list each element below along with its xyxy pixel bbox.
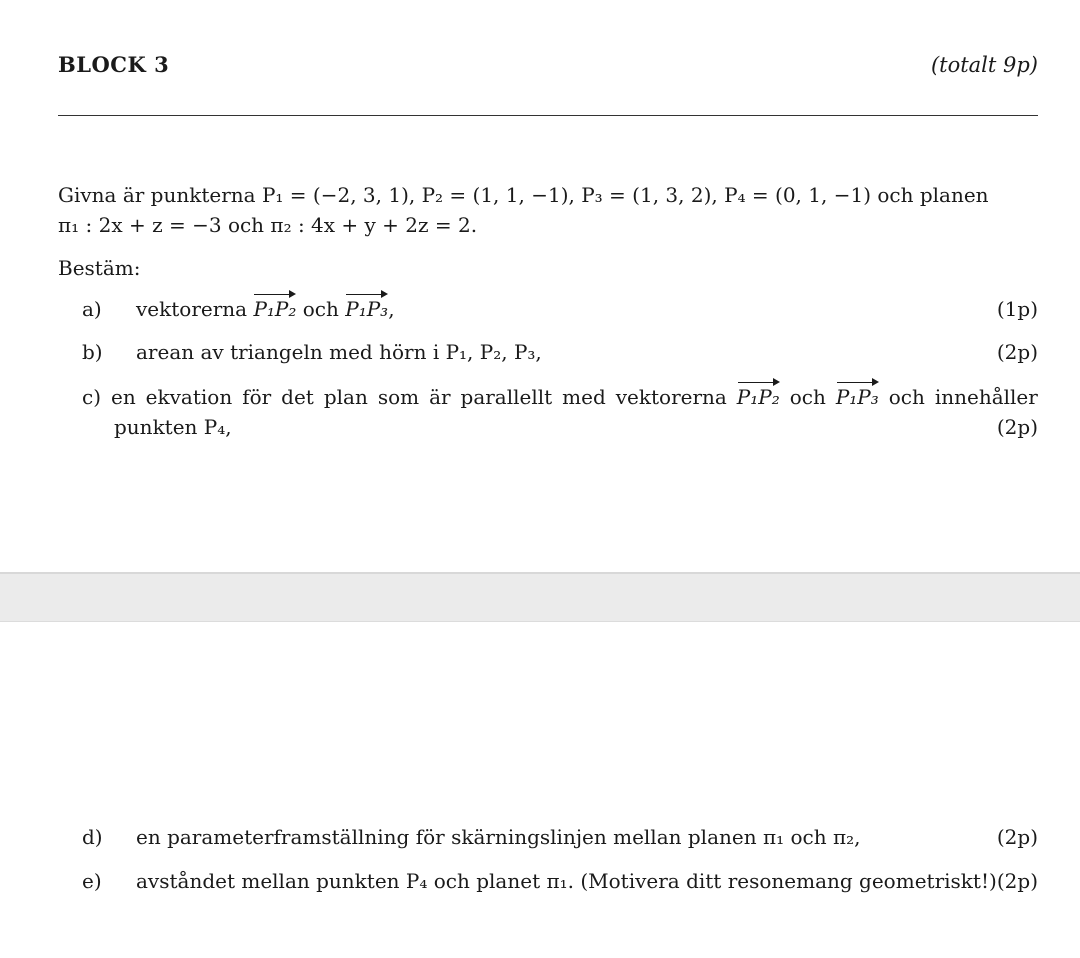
task-c-word: som	[377, 385, 420, 409]
block-title: BLOCK 3	[58, 52, 170, 77]
task-c-word: det	[281, 385, 314, 409]
task-c-word: plan	[323, 385, 368, 409]
page-separator	[0, 572, 1080, 622]
task-c-word: innehåller	[934, 385, 1038, 409]
task-a-and: och	[302, 297, 339, 321]
task-c-points: (2p)	[996, 415, 1038, 439]
task-c-word: med	[562, 385, 606, 409]
task-c-text-continued: punkten P₄,	[114, 415, 232, 439]
task-b-label: b)	[82, 340, 103, 364]
task-a-label: a)	[82, 297, 102, 321]
task-c-and: och	[789, 385, 826, 409]
task-a-text	[136, 294, 395, 324]
problem-statement-line-2: π₁ : 2x + z = −3 och π₂ : 4x + y + 2z = 2.	[58, 213, 478, 237]
header-divider	[58, 115, 1038, 116]
vector-p1p3: P₁P₃	[345, 294, 388, 324]
task-d-text: en parameterframställning för skärningslinjen mellan planen π₁ och π₂,	[136, 825, 861, 849]
vector-p1p2: P₁P₂	[737, 382, 780, 412]
block-header	[58, 52, 1038, 77]
instruction-heading: Bestäm:	[58, 256, 141, 280]
total-points: (totalt 9p)	[930, 53, 1038, 77]
page-2	[0, 622, 1080, 958]
task-d-points: (2p)	[996, 825, 1038, 849]
task-c-line-1	[82, 382, 1038, 412]
task-a-points: (1p)	[996, 297, 1038, 321]
task-c-label: c)	[82, 385, 102, 409]
task-c-word: vektorerna	[615, 385, 727, 409]
task-c-word: och	[888, 385, 925, 409]
task-c-word: är	[429, 385, 451, 409]
problem-statement	[58, 180, 1038, 240]
task-a-tail: ,	[388, 297, 395, 321]
task-d-label: d)	[82, 825, 103, 849]
problem-statement-line-1: Givna är punkterna P₁ = (−2, 3, 1), P₂ = (1, 1, −1), P₃ = (1, 3, 2), P₄ = (0, 1, −1) och planen	[58, 183, 989, 207]
task-e-label: e)	[82, 869, 102, 893]
task-c-word: för	[242, 385, 272, 409]
task-e-text: avståndet mellan punkten P₄ och planet π₁. (Motivera ditt resonemang geometriskt!)	[136, 869, 997, 893]
task-e-points: (2p)	[996, 869, 1038, 893]
vector-p1p3: P₁P₃	[836, 382, 879, 412]
vector-p1p2: P₁P₂	[253, 294, 296, 324]
task-b-points: (2p)	[996, 340, 1038, 364]
task-c-line-2	[114, 412, 1038, 442]
task-a-word: vektorerna	[136, 297, 248, 321]
task-c-word: en	[110, 385, 136, 409]
task-c-word: parallellt	[460, 385, 553, 409]
task-c-word: ekvation	[145, 385, 233, 409]
task-b-text: arean av triangeln med hörn i P₁, P₂, P₃,	[136, 340, 542, 364]
